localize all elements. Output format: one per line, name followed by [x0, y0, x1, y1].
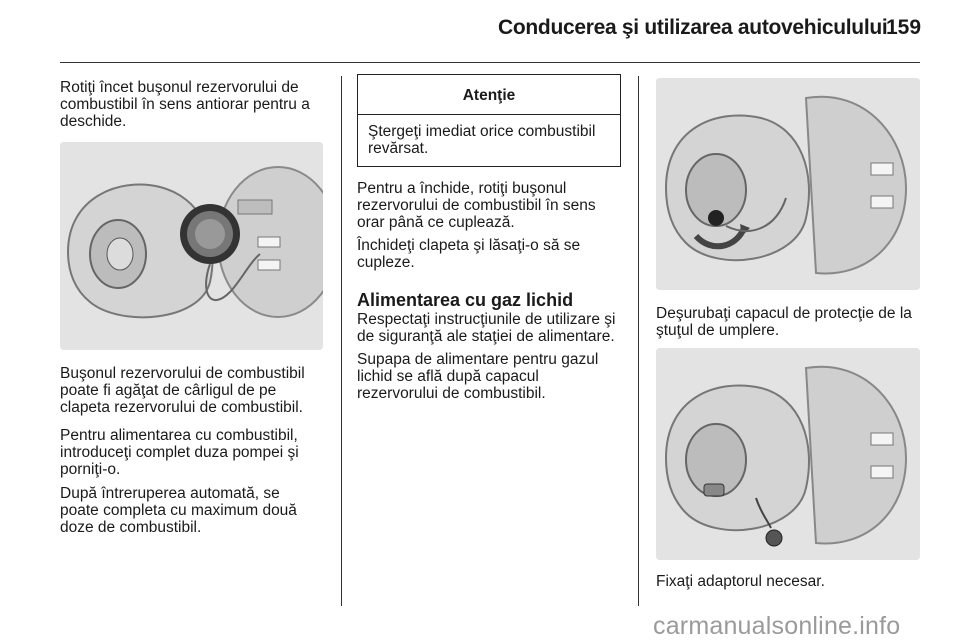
paragraph-lpg-instructions: Respectaţi instrucţiunile de utilizare şi de siguranţă ale staţiei de alimentare. [357, 311, 616, 345]
page-header-title: Conducerea şi utilizarea autovehiculului [498, 16, 888, 39]
adapter-fitting-illustration [656, 348, 920, 560]
warning-text: Ştergeţi imediat orice combustibil revărsat. [368, 123, 596, 157]
paragraph-cap-hook: Buşonul rezervorului de combustibil poate fi agăţat de cârligul de pe clapeta rezervorului de combustibil. [60, 365, 305, 416]
warning-title: Atenţie [358, 75, 620, 115]
paragraph-close-cap: Pentru a închide, rotiţi buşonul rezervorului de combustibil în sens orar până ce cuplează. [357, 180, 596, 231]
paragraph-fit-adapter: Fixaţi adaptorul necesar. [656, 573, 825, 590]
paragraph-close-flap: Închideţi clapeta şi lăsaţi-o să se cupleze. [357, 237, 581, 271]
paragraph-lpg-valve: Supapa de alimentare pentru gazul lichid se află după capacul rezervorului de combustibil. [357, 351, 599, 402]
warning-box [357, 74, 621, 167]
paragraph-refuel: Pentru alimentarea cu combustibil, introduceţi complet duza pompei şi porniţi-o. [60, 427, 299, 478]
fuel-cap-hanging-illustration [60, 142, 323, 350]
paragraph-unscrew-cap: Deşurubaţi capacul de protecţie de la ştuţul de umplere. [656, 305, 912, 339]
column-divider-2 [638, 76, 639, 606]
watermark: carmanualsonline.info [653, 612, 901, 640]
column-divider-1 [341, 76, 342, 606]
paragraph-open-cap: Rotiţi încet buşonul rezervorului de combustibil în sens antiorar pentru a deschide. [60, 79, 310, 130]
page-number: 159 [886, 16, 922, 39]
section-title-lpg: Alimentarea cu gaz lichid [357, 290, 574, 310]
paragraph-auto-cutoff: După întreruperea automată, se poate completa cu maximum două doze de combustibil. [60, 485, 297, 536]
protective-cap-unscrew-illustration [656, 78, 920, 290]
header-divider [60, 62, 920, 63]
